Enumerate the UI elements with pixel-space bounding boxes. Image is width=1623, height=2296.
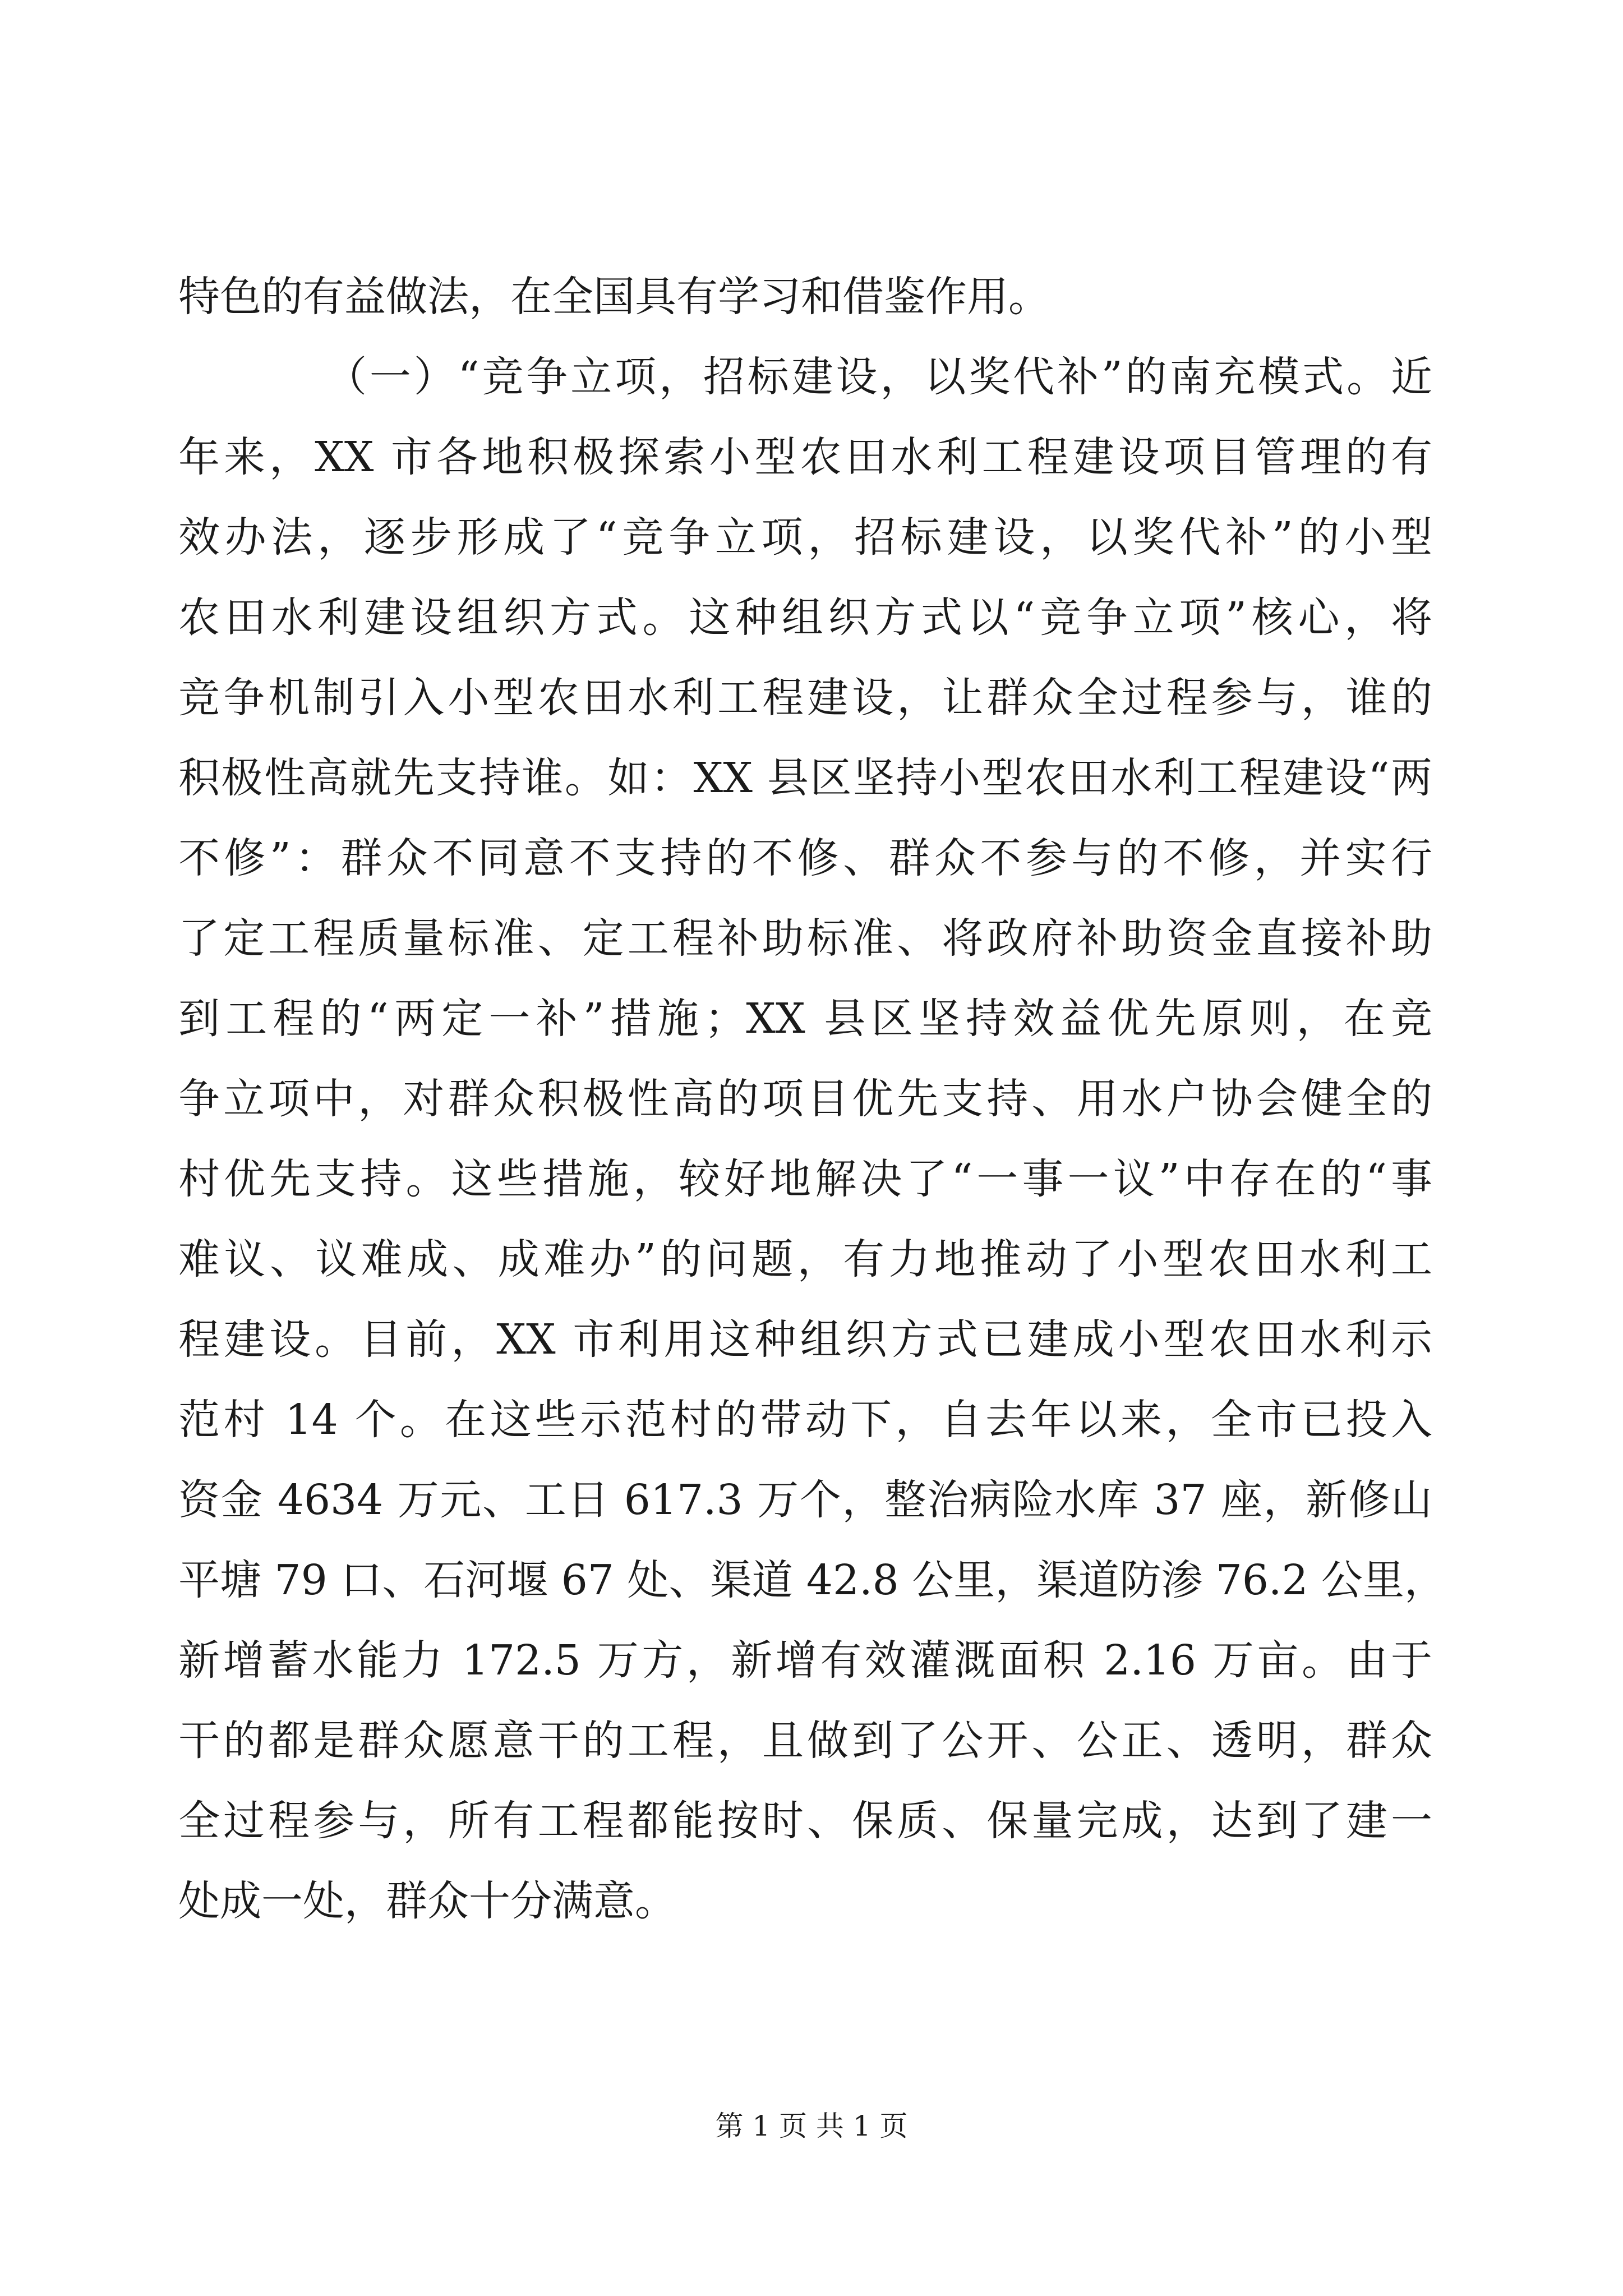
page-number-label: 第 1 页 共 1 页 [715, 2110, 908, 2142]
text-line: 资金 4634 万元、工日 617.3 万个，整治病险水库 37 座，新修山 [178, 1476, 1432, 1524]
text-line: 全过程参与，所有工程都能按时、保质、保量完成，达到了建一 [178, 1797, 1432, 1845]
text-line: 农田水利建设组织方式。这种组织方式以“竞争立项”核心，将 [178, 593, 1432, 642]
text-line: 处成一处，群众十分满意。 [178, 1877, 676, 1925]
text-line: 年来，XX 市各地积极探索小型农田水利工程建设项目管理的有 [178, 433, 1432, 481]
text-line: 范村 14 个。在这些示范村的带动下，自去年以来，全市已投入 [178, 1396, 1432, 1444]
text-line: 程建设。目前，XX 市利用这种组织方式已建成小型农田水利示 [178, 1315, 1432, 1364]
text-line: 干的都是群众愿意干的工程，且做到了公开、公正、透明，群众 [178, 1717, 1432, 1765]
text-line: 积极性高就先支持谁。如：XX 县区坚持小型农田水利工程建设“两 [178, 754, 1432, 802]
text-line: 到工程的“两定一补”措施；XX 县区坚持效益优先原则，在竞 [178, 995, 1432, 1043]
text-line: 特色的有益做法，在全国具有学习和借鉴作用。 [178, 273, 1050, 321]
text-line: 了定工程质量标准、定工程补助标准、将政府补助资金直接补助 [178, 914, 1432, 963]
text-line: 不修”：群众不同意不支持的不修、群众不参与的不修，并实行 [178, 834, 1432, 882]
text-line: 效办法，逐步形成了“竞争立项，招标建设，以奖代补”的小型 [178, 513, 1432, 562]
text-line: 平塘 79 口、石河堰 67 处、渠道 42.8 公里，渠道防渗 76.2 公里， [178, 1556, 1446, 1604]
text-line: 村优先支持。这些措施，较好地解决了“一事一议”中存在的“事 [178, 1155, 1432, 1203]
document-body [178, 257, 1446, 1941]
text-line: 难议、议难成、成难办”的问题，有力地推动了小型农田水利工 [178, 1235, 1432, 1283]
text-line: 竞争机制引入小型农田水利工程建设，让群众全过程参与，谁的 [178, 674, 1432, 722]
page-footer [0, 2106, 1623, 2146]
text-line: 争立项中，对群众积极性高的项目优先支持、用水户协会健全的 [178, 1075, 1432, 1123]
text-line: （一）“竞争立项，招标建设，以奖代补”的南充模式。近 [325, 353, 1432, 401]
text-line: 新增蓄水能力 172.5 万方，新增有效灌溉面积 2.16 万亩。由于 [178, 1636, 1432, 1685]
